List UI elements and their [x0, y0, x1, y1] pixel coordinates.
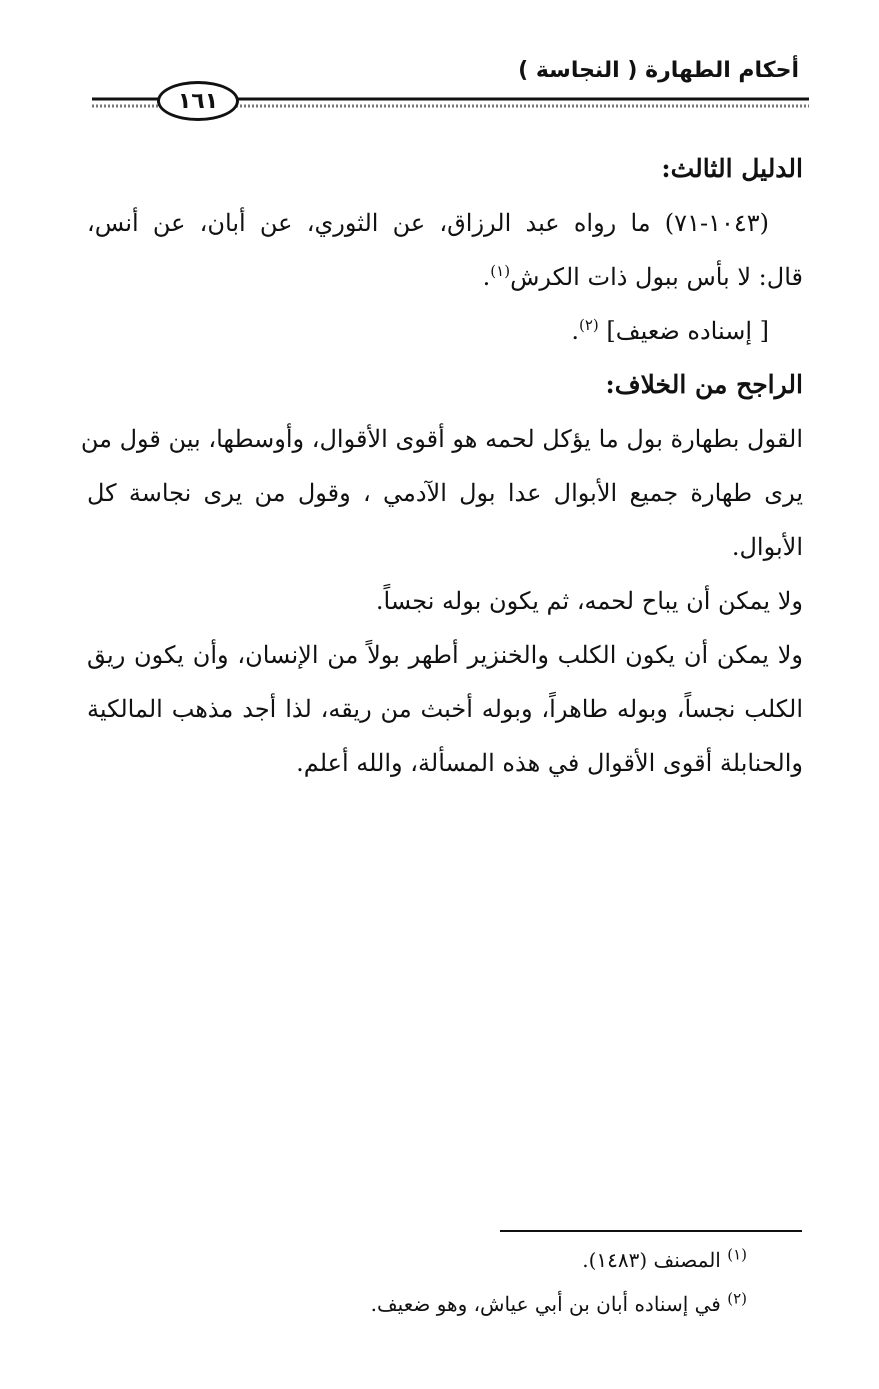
hadith-line-2: قال: لا بأس ببول ذات الكرش$^{(١)}$.	[482, 262, 803, 291]
para1-line-2: يرى طهارة جميع الأبوال عدا بول الآدمي ، وقول من يرى نجاسة كل	[87, 479, 803, 507]
para2-line: ولا يمكن أن يباح لحمه، ثم يكون بوله نجساً.	[375, 587, 803, 615]
section-preferred	[80, 412, 803, 790]
footnote-2-text: في إسناده أبان بن أبي عياش، وهو ضعيف.	[370, 1292, 721, 1316]
hadith-line-1: (١٠٤٣-٧١) ما رواه عبد الرزاق، عن الثوري، عن أبان، عن أنس،	[87, 209, 769, 237]
page-number-badge	[157, 81, 239, 121]
para3-line-1: ولا يمكن أن يكون الكلب والخنزير أطهر بولاً من الإنسان، وأن يكون ريق	[87, 641, 803, 669]
footnote-2-marker: (٢)	[727, 1289, 747, 1308]
para1-line-3: الأبوال.	[731, 533, 803, 561]
footnote-separator	[500, 1230, 802, 1232]
para3-line-3: والحنابلة أقوى الأقوال في هذه المسألة، والله أعلم.	[296, 749, 803, 777]
footnote-2	[370, 1289, 747, 1316]
footnote-1-marker: (١)	[727, 1245, 747, 1264]
footnote-ref-1: (١)	[490, 262, 511, 280]
isnad-grade-text: [ إسناده ضعيف]	[606, 317, 769, 345]
footnote-1-text: المصنف (١٤٨٣).	[582, 1248, 721, 1272]
section-evidence	[87, 142, 803, 412]
para1-line-1: القول بطهارة بول ما يؤكل لحمه هو أقوى الأقوال، وأوسطها، بين قول من	[80, 425, 803, 453]
footnote-1	[582, 1245, 747, 1272]
footnote-ref-2: (٢)	[578, 316, 599, 334]
para3-line-2: الكلب نجساً، وبوله طاهراً، وبوله أخبث من ريقه، لذا أجد مذهب المالكية	[87, 695, 803, 723]
section-heading-evidence: الدليل الثالث:	[661, 154, 803, 183]
hadith-line-2-text: قال: لا بأس ببول ذات الكرش	[510, 263, 803, 291]
running-header-title: أحكام الطهارة ( النجاسة )	[518, 58, 799, 83]
page-number: ١٦١	[177, 88, 219, 114]
section-heading-preferred: الراجح من الخلاف:	[605, 370, 803, 399]
isnad-grade-line: [ إسناده ضعيف] $^{(٢)}$.	[571, 316, 769, 345]
